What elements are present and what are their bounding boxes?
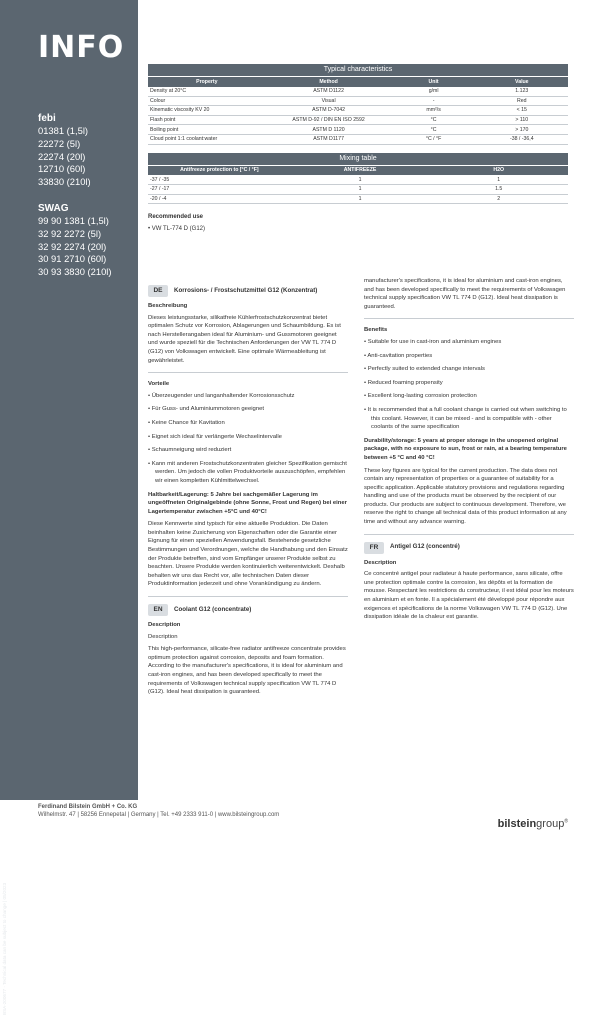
divider [148, 372, 348, 373]
table-cell: -38 / -36,4 [476, 134, 568, 144]
de-advantages-heading: Vorteile [148, 381, 170, 388]
febi-brand: febi [38, 113, 56, 124]
table-cell: 1 [291, 194, 430, 204]
mixing-table-title: Mixing table [148, 153, 568, 165]
list-item: • Excellent long-lasting corrosion protection [364, 393, 477, 400]
en-storage: Durability/storage: 5 years at proper storage in the unopened original package, with no exposure to sun, frost or rain, at a bearing temperature between +5 °C and 40 °C! [364, 437, 567, 461]
table-row [148, 96, 568, 106]
column-header: Antifreeze protection to [°C / °F] [148, 165, 291, 175]
recommended-use-item-text: VW TL-774 D (G12) [151, 226, 206, 233]
list-item: • It is recommended that a full coolant change is carried out when switching to this coolant. However, it can be mixed - and is compatible with - other coolants of the same specification [364, 406, 567, 431]
list-item-text: Für Guss- und Aluminiummotoren geeignet [151, 406, 265, 413]
table-row [148, 115, 568, 125]
list-item: • Reduced foaming propensity [364, 379, 443, 386]
fr-description: Ce concentré antigel pour radiateur à haute performance, sans silicate, offre une protection optimale contre la corrosion, les dépôts et la formation de mousse. Respectant les restrictions du constructeur, il est idéal pour les moteurs en aluminium et en fonte. Il a spécialement été développé pour répondre aux exigences et spécifications de la norme Volkswagen VW TL 774 D (G12). Une dissipation idéale de la chaleur est garantie. [364, 571, 574, 621]
table-cell: Kinematic viscosity KV 20 [148, 106, 266, 116]
febi-part: 33830 (210l) [38, 176, 91, 188]
table-cell: < 15 [476, 106, 568, 116]
typical-table [148, 76, 568, 145]
table-cell: -20 / -4 [148, 194, 291, 204]
table-cell: °C [392, 125, 476, 135]
table-row [148, 87, 568, 97]
recommended-use-item: • VW TL-774 D (G12) [148, 226, 206, 233]
table-cell: Cloud point 1:1 coolant:water [148, 134, 266, 144]
en-description-heading: Description [148, 622, 181, 629]
list-item-text: Eignet sich ideal für verlängerte Wechselintervalle [151, 433, 282, 440]
en-description-continued: manufacturer's specifications, it is ideal for aluminium and cast-iron engines, and has been developed specifically to meet the requirements of Volkswagen technical supply specification VW TL 774 D (G12). Ideal heat dissipation is guaranteed. [364, 278, 566, 310]
list-item-text: Keine Chance für Kavitation [151, 419, 225, 426]
list-item-text: Suitable for use in cast-iron and aluminium engines [367, 338, 502, 345]
table-header-row [148, 165, 568, 175]
table-cell: ASTM D1122 [266, 87, 392, 97]
table-cell: -27 / -17 [148, 185, 291, 195]
table-cell: ASTM D-92 / DIN EN ISO 2592 [266, 115, 392, 125]
list-item: • Suitable for use in cast-iron and aluminium engines [364, 338, 502, 345]
list-item: • Überzeugender und langanhaltender Korrosionsschutz [148, 392, 295, 399]
list-item-text: Perfectly suited to extended change intervals [367, 366, 485, 373]
mixing-table [148, 165, 568, 205]
table-cell: ASTM D1177 [266, 134, 392, 144]
list-item: • Perfectly suited to extended change intervals [364, 366, 485, 373]
table-cell: Density at 20°C [148, 87, 266, 97]
list-item-text: It is recommended that a full coolant change is carried out when switching to this coolant. However, it can be mixed - and is compatible with - other coolants of the same specification [367, 406, 567, 431]
list-item-text: Excellent long-lasting corrosion protection [367, 393, 477, 400]
de-disclaimer: Diese Kennwerte sind typisch für eine aktuelle Produktion. Die Daten beinhalten keine Zusicherung von Eigenschaften oder die Garantie einer Eignung für einen speziellen Anwendungsfall. Bestehende gesetzliche Bestimmungen und Verordnungen, welche die Handhabung und den Einsatz der Produkte betreffen, sind vom Empfänger unserer Produkte selbst zu beachten. Unsere Produkte werden kontinuierlich weiterentwickelt. Deshalb behalten wir uns das Recht vor, alle technischen Daten dieser Produktinformation jederzeit und ohne Vorankündigung zu ändern. [148, 521, 348, 588]
en-section-header [148, 604, 348, 616]
column-header: ANTIFREEZE [291, 165, 430, 175]
febi-part: 12710 (60l) [38, 163, 86, 175]
febi-part: 22272 (5l) [38, 137, 81, 149]
swag-brand: SWAG [38, 202, 69, 214]
list-item: • Keine Chance für Kavitation [148, 419, 225, 426]
febi-group [38, 113, 138, 189]
language-badge-en: EN [148, 604, 168, 616]
table-cell: mm²/s [392, 106, 476, 116]
main-content [148, 64, 568, 232]
en-benefits-heading: Benefits [364, 327, 388, 334]
de-product-title: Korrosions- / Frostschutzmittel G12 (Konzentrat) [174, 286, 318, 294]
table-cell: Boiling point [148, 125, 266, 135]
recommended-use-title: Recommended use [148, 214, 204, 221]
en-description: This high-performance, silicate-free radiator antifreeze concentrate provides optimum protection against corrosion, deposits and foam formation. According to the manufacturer's specifications, it is ideal for aluminium and cast-iron engines, and has been developed specifically to meet the requirements of Volkswagen technical supply specification VW TL 774 D (G12). Ideal heat dissipation is guaranteed. [148, 646, 346, 696]
table-cell: °C [392, 115, 476, 125]
table-row [148, 175, 568, 185]
column-header: Property [148, 77, 266, 87]
table-cell: > 110 [476, 115, 568, 125]
logo-bold: bilstein [497, 818, 537, 830]
fr-product-title: Antigel G12 (concentré) [390, 543, 460, 551]
swag-part: 30 93 3830 (210l) [38, 266, 112, 278]
list-item-text: Kann mit anderen Frostschutzkonzentraten gleicher Spezifikation gemischt werden. Um jedoch die vollen Produktvorteile auszuschöpfen, empfehlen wir einen kompletten Kühlmittelwechsel. [151, 460, 347, 484]
footer-company: Ferdinand Bilstein GmbH + Co. KG [38, 804, 138, 810]
language-badge-fr: FR [364, 542, 384, 554]
list-item: • Anti-cavitation properties [364, 352, 433, 359]
febi-part: 22274 (20l) [38, 150, 86, 162]
list-item: • Eignet sich ideal für verlängerte Wechselintervalle [148, 433, 282, 440]
list-item: • Schaumneigung wird reduziert [148, 447, 232, 454]
table-cell: °C / °F [392, 134, 476, 144]
page-title: INFO [38, 30, 125, 65]
logo-mark: ® [564, 818, 568, 825]
table-row [148, 125, 568, 135]
swag-part: 30 91 2710 (60l) [38, 253, 107, 265]
right-column [364, 277, 574, 626]
de-storage: Haltbarkeit/Lagerung: 5 Jahre bei sachgemäßer Lagerung im ungeöffneten Originalgebinde (ohne Sonne, Frost und Regen) bei einer Lagertemperatur zwischen +5°C und 40°C! [148, 491, 347, 515]
swag-part: 32 92 2274 (20l) [38, 240, 107, 252]
language-badge-de: DE [148, 285, 168, 297]
table-cell: Visual [266, 96, 392, 106]
table-row [148, 106, 568, 116]
divider [148, 596, 348, 597]
febi-part: 01381 (1,5l) [38, 125, 89, 136]
side-note [2, 580, 16, 1015]
footer-address: Wilhelmstr. 47 | 58256 Ennepetal | Germany | Tel. +49 2333 911-0 | www.bilsteingroup.com [38, 812, 280, 818]
mixing-table-wrap [148, 153, 568, 205]
table-cell: 2 [429, 194, 568, 204]
en-disclaimer: These key figures are typical for the current production. The data does not contain any representation of properties or a guarantee of suitability for a specific application. Applicable statutory provisions and regulations regarding handling and use of the products must be observed by the recipient of our products. Our products are subject to continuous development. Therefore, we reserve the right to change all technical data of this product information at any time and without any advance warning. [364, 467, 567, 526]
list-item-text: Anti-cavitation properties [367, 352, 433, 359]
table-row [148, 194, 568, 204]
table-cell: Colour [148, 96, 266, 106]
divider [364, 318, 574, 319]
column-header: Method [266, 77, 392, 87]
swag-part: 32 92 2272 (5l) [38, 227, 102, 239]
bilsteingroup-logo [498, 818, 568, 830]
list-item-text: Reduced foaming propensity [367, 379, 443, 386]
de-description: Dieses leistungsstarke, silikatfreie Kühlerfrostschutzkonzentrat bietet optimalen Schutz vor Korrosion, Ablagerungen und Schaumbildung. Es ist nach Herstellerangaben ideal für Aluminium- und Gussmotoren geeignet und wurde speziell für die Technischen Anforderungen der VW TL 774 D (G12) von Volkswagen entwickelt. Eine optimale Wärmeableitung ist gewährleistet. [148, 314, 341, 364]
swag-part: 99 90 1381 (1,5l) [38, 214, 109, 226]
side-note-text: BSA-200677 · Technical data can be subject to change | 05/2023 [2, 882, 7, 1015]
footer [38, 800, 578, 830]
column-header: Value [476, 77, 568, 87]
typical-table-title: Typical characteristics [148, 64, 568, 76]
table-cell: Red [476, 96, 568, 106]
en-product-title: Coolant G12 (concentrate) [174, 605, 252, 613]
table-header-row [148, 77, 568, 87]
divider [364, 534, 574, 535]
de-description-heading: Beschreibung [148, 303, 188, 309]
table-cell: > 170 [476, 125, 568, 135]
swag-group [38, 203, 138, 279]
table-cell: g/ml [392, 87, 476, 97]
list-item: • Kann mit anderen Frostschutzkonzentraten gleicher Spezifikation gemischt werden. Um jedoch die vollen Produktvorteile auszuschöpfen, empfehlen wir einen kompletten Kühlmittelwechsel. [148, 460, 347, 484]
table-cell: ASTM D-7042 [266, 106, 392, 116]
table-cell: 1.123 [476, 87, 568, 97]
table-cell: 1 [291, 175, 430, 185]
table-cell: 1 [429, 175, 568, 185]
table-row [148, 185, 568, 195]
list-item-text: Schaumneigung wird reduziert [151, 447, 232, 454]
table-cell: 1 [291, 185, 430, 195]
logo-light: group [536, 818, 565, 830]
recommended-use [148, 214, 568, 232]
table-cell: 1.5 [429, 185, 568, 195]
de-section-header [148, 285, 348, 297]
table-cell: ASTM D 1120 [266, 125, 392, 135]
left-column [148, 285, 348, 696]
table-cell: - [392, 96, 476, 106]
list-item: • Für Guss- und Aluminiummotoren geeignet [148, 406, 265, 413]
list-item-text: Überzeugender und langanhaltender Korrosionsschutz [151, 392, 295, 399]
column-header: H2O [429, 165, 568, 175]
table-row [148, 134, 568, 144]
fr-section-header [364, 542, 574, 554]
en-description-subheading: Description [148, 633, 178, 640]
table-cell: Flash point [148, 115, 266, 125]
fr-description-heading: Description [364, 559, 397, 566]
table-cell: -37 / -35 [148, 175, 291, 185]
column-header: Unit [392, 77, 476, 87]
